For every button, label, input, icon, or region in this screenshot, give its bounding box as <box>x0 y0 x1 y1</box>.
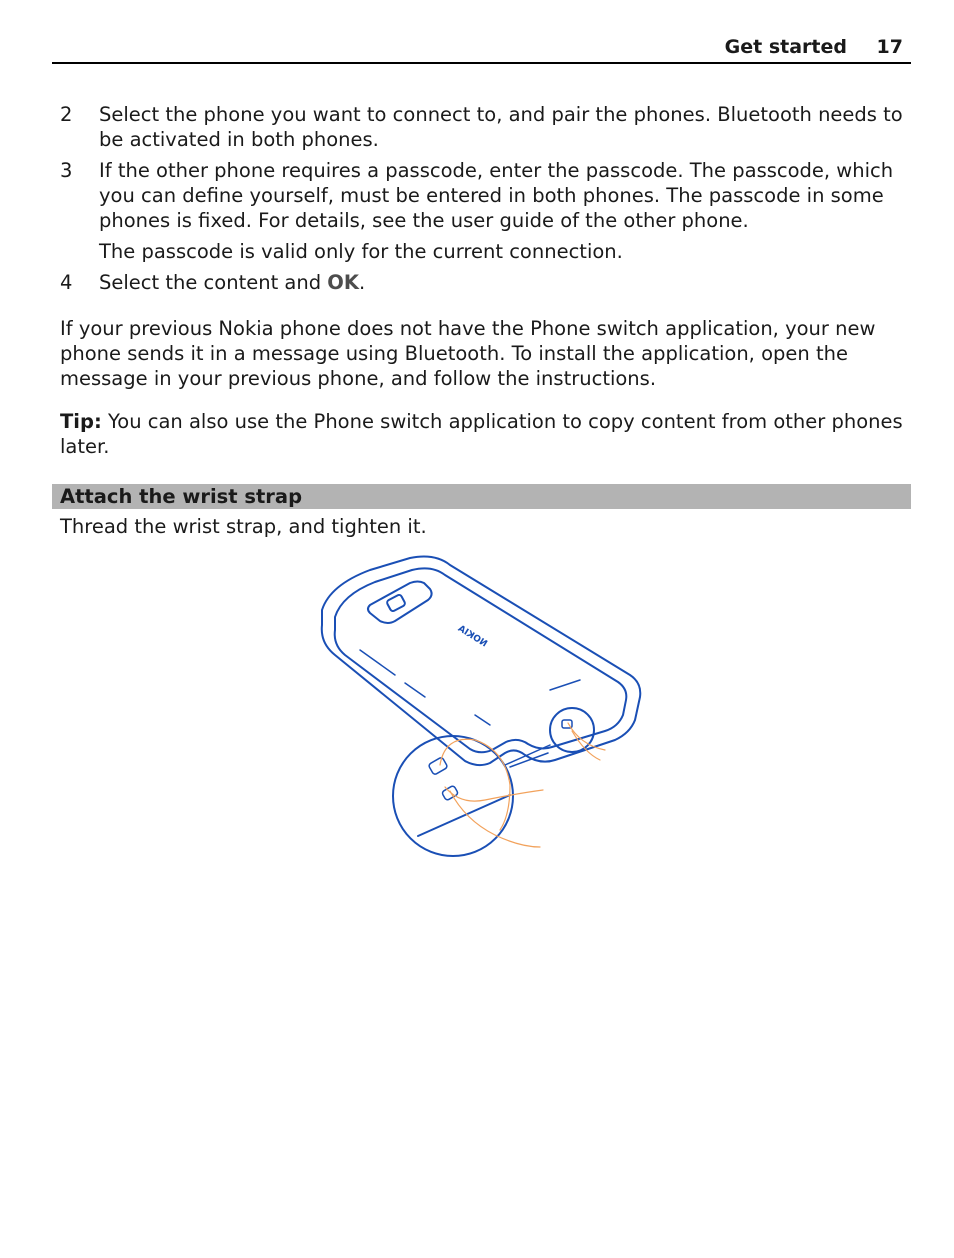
svg-text:NOKIA: NOKIA <box>455 623 489 650</box>
page-number: 17 <box>876 36 903 58</box>
step-number: 3 <box>60 159 73 182</box>
step-text-after: . <box>358 271 366 294</box>
section-body: Thread the wrist strap, and tighten it. <box>60 515 427 538</box>
nokia-logo <box>456 624 489 650</box>
step-text: Select the phone you want to connect to, and pair the phones. Bluetooth needs to be activated in both phones. <box>99 103 903 151</box>
ok-label: OK <box>327 271 359 294</box>
step-number: 2 <box>60 103 73 126</box>
body-paragraph: If your previous Nokia phone does not have the Phone switch application, your new phone sends it in a message using Bluetooth. To install the application, open the message in your previous phone, and follow the instructions. <box>60 317 876 390</box>
section-heading-bar <box>52 484 911 509</box>
step-list <box>60 102 910 301</box>
step-note: The passcode is valid only for the current connection. <box>99 240 623 263</box>
tip-label: Tip: <box>60 410 102 433</box>
step-text-before: Select the content and <box>99 271 328 294</box>
step-item <box>60 158 910 233</box>
step-number: 4 <box>60 271 73 294</box>
step-item <box>60 270 910 295</box>
section-title: Attach the wrist strap <box>60 485 303 508</box>
header-title: Get started <box>724 36 847 58</box>
step-text: If the other phone requires a passcode, enter the passcode. The passcode, which you can define yourself, must be entered in both phones. The passcode in some phones is fixed. For details, see the user guide of the other phone. <box>99 159 894 232</box>
step-item <box>60 102 910 152</box>
tip-text: You can also use the Phone switch application to copy content from other phones later. <box>60 410 903 458</box>
page-header <box>52 36 911 64</box>
phone-back-drawing <box>322 557 641 856</box>
tip-paragraph <box>60 409 910 459</box>
wrist-strap-illustration <box>300 555 660 865</box>
